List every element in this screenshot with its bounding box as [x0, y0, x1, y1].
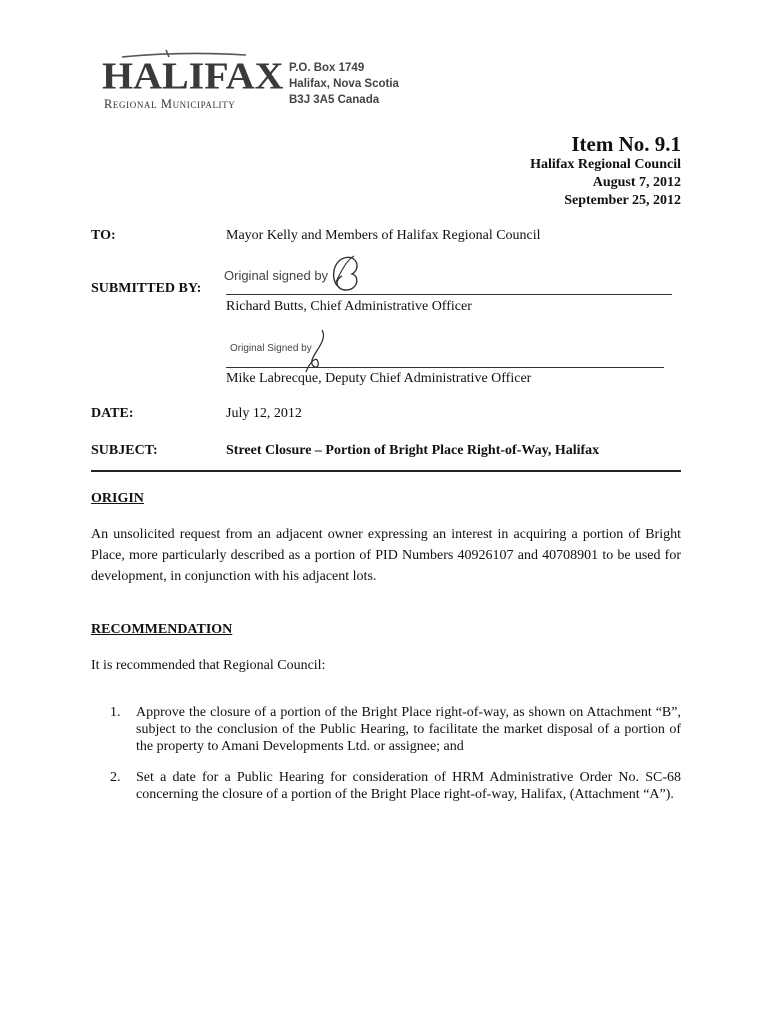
list-item-number: 2. — [110, 770, 121, 785]
signature-note: Original Signed by — [230, 343, 312, 354]
address-line: B3J 3A5 Canada — [289, 94, 380, 106]
recommendation-list — [110, 704, 681, 817]
origin-heading: ORIGIN — [91, 491, 144, 506]
date-label: DATE: — [91, 406, 134, 421]
signature-mark-icon — [326, 252, 366, 296]
item-meeting-info — [530, 156, 681, 210]
signatory-name: Richard Butts, Chief Administrative Officer — [226, 299, 472, 314]
list-item — [110, 704, 681, 755]
signature-note: Original signed by — [224, 268, 329, 283]
logo-subtitle: Regional Municipality — [104, 97, 236, 111]
origin-text: An unsolicited request from an adjacent owner expressing an interest in acquiring a portion of Bright Place, more particularly described as a portion of PID Numbers 40926107 and 40708901 to be used for development, in conjunction with his adjacent lots. — [91, 527, 681, 584]
letterhead-address — [289, 60, 399, 108]
council-name: Halifax Regional Council — [530, 157, 681, 172]
address-line: P.O. Box 1749 — [289, 62, 365, 74]
signature-mark-icon — [302, 326, 332, 376]
list-item-text: Approve the closure of a portion of the Bright Place right-of-way, as shown on Attachment “B”, subject to the conclusion of the Public Hearing, to facilitate the market disposal of a portion of the property to Amani Developments Ltd. or assignee; and — [136, 705, 681, 754]
to-value: Mayor Kelly and Members of Halifax Regional Council — [226, 228, 541, 243]
header-divider — [91, 470, 681, 472]
subject-value: Street Closure – Portion of Bright Place Right-of-Way, Halifax — [226, 443, 600, 458]
list-item-number: 1. — [110, 705, 121, 720]
meeting-date: September 25, 2012 — [564, 193, 681, 208]
date-value: July 12, 2012 — [226, 406, 302, 421]
signatory-name: Mike Labrecque, Deputy Chief Administrative Officer — [226, 371, 532, 386]
recommendation-heading: RECOMMENDATION — [91, 622, 233, 637]
address-line: Halifax, Nova Scotia — [289, 78, 399, 90]
subject-label: SUBJECT: — [91, 443, 158, 458]
logo-wordmark: HALIFAX — [102, 54, 284, 97]
list-item-text: Set a date for a Public Hearing for consideration of HRM Administrative Order No. SC-68 concerning the closure of a portion of the Bright Place right-of-way, Halifax, (Attachment “A”). — [136, 770, 681, 802]
recommendation-intro: It is recommended that Regional Council: — [91, 658, 326, 673]
meeting-date: August 7, 2012 — [592, 175, 681, 190]
signature-line — [226, 294, 672, 295]
signature-line — [226, 367, 664, 368]
to-label: TO: — [91, 228, 116, 243]
submitted-by-label: SUBMITTED BY: — [91, 281, 202, 296]
halifax-logo — [100, 48, 284, 112]
item-number: Item No. 9.1 — [571, 132, 681, 156]
list-item — [110, 769, 681, 803]
